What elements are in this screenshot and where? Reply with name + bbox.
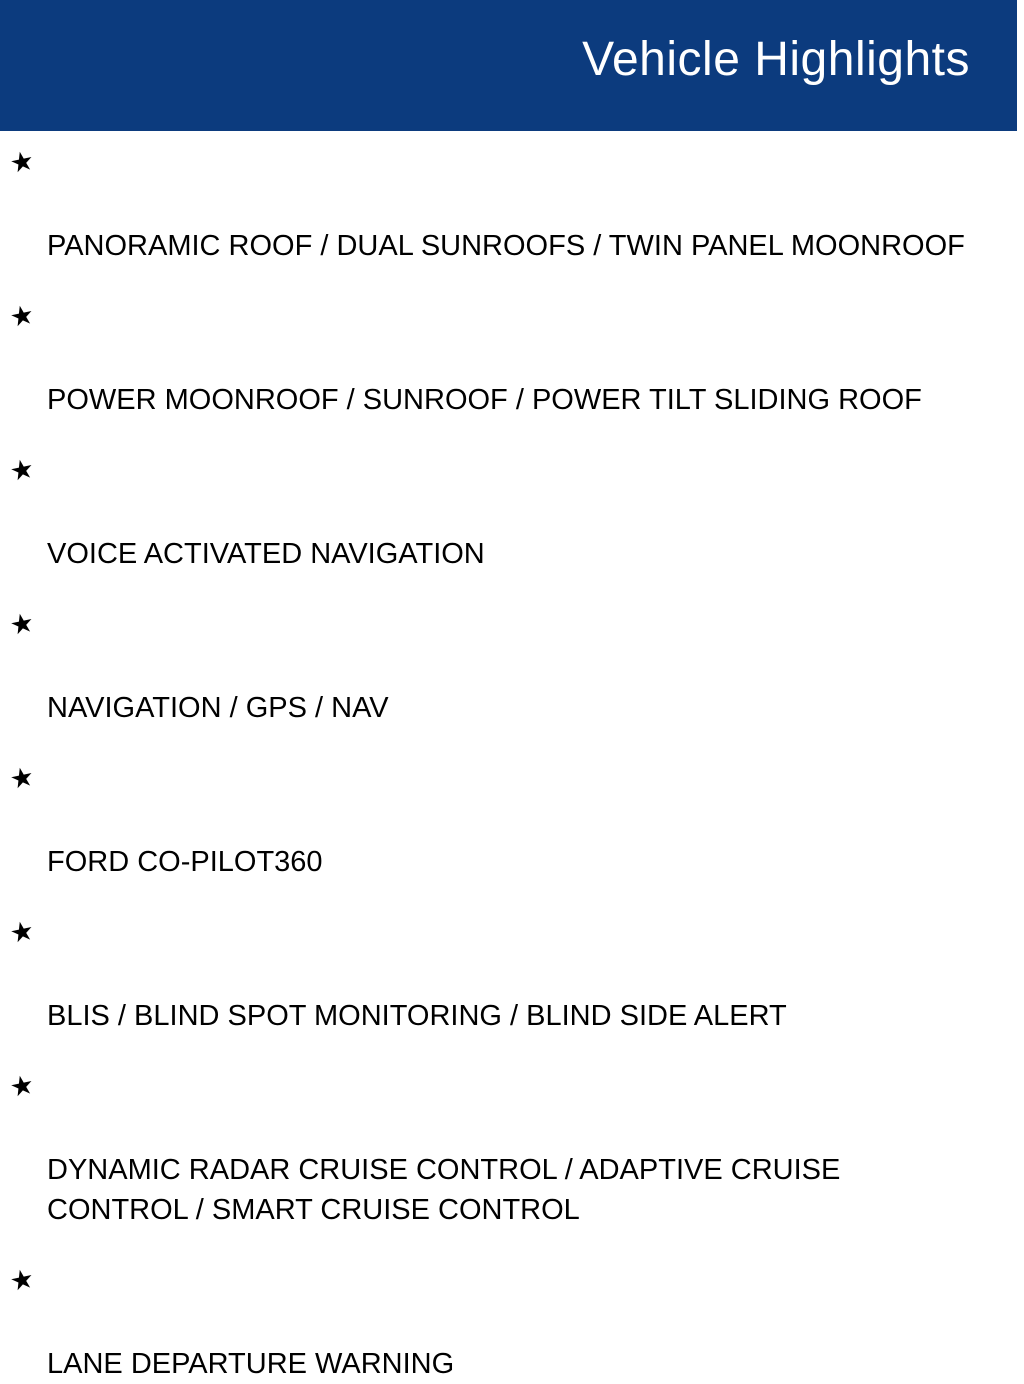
feature-list-item <box>0 454 1007 574</box>
feature-text: LANE DEPARTURE WARNING <box>47 1348 455 1380</box>
feature-text: POWER MOONROOF / SUNROOF / POWER TILT SLIDING ROOF <box>47 384 922 416</box>
features-list <box>0 131 1024 1384</box>
star-bullet-icon: ★ <box>7 1262 38 1299</box>
star-bullet-icon: ★ <box>7 914 38 951</box>
star-bullet-icon: ★ <box>7 144 38 181</box>
feature-text: PANORAMIC ROOF / DUAL SUNROOFS / TWIN PANEL MOONROOF <box>47 230 965 262</box>
star-bullet-icon: ★ <box>7 606 38 643</box>
feature-list-item <box>0 762 1007 882</box>
feature-list-item <box>0 146 1007 266</box>
feature-list-item <box>0 1264 1007 1384</box>
header-band <box>0 0 1017 131</box>
feature-list-item <box>0 916 1007 1036</box>
feature-text: DYNAMIC RADAR CRUISE CONTROL / ADAPTIVE CRUISE CONTROL / SMART CRUISE CONTROL <box>47 1154 841 1226</box>
star-bullet-icon: ★ <box>7 760 38 797</box>
feature-list-item <box>0 1070 1007 1230</box>
feature-list-item <box>0 608 1007 728</box>
feature-text: BLIS / BLIND SPOT MONITORING / BLIND SIDE ALERT <box>47 1000 787 1032</box>
star-bullet-icon: ★ <box>7 1068 38 1105</box>
feature-text: FORD CO-PILOT360 <box>47 846 323 878</box>
star-bullet-icon: ★ <box>7 452 38 489</box>
feature-text: NAVIGATION / GPS / NAV <box>47 692 389 724</box>
page-title: Vehicle Highlights <box>582 33 970 86</box>
star-bullet-icon: ★ <box>7 298 38 335</box>
feature-list-item <box>0 300 1007 420</box>
feature-text: VOICE ACTIVATED NAVIGATION <box>47 538 485 570</box>
